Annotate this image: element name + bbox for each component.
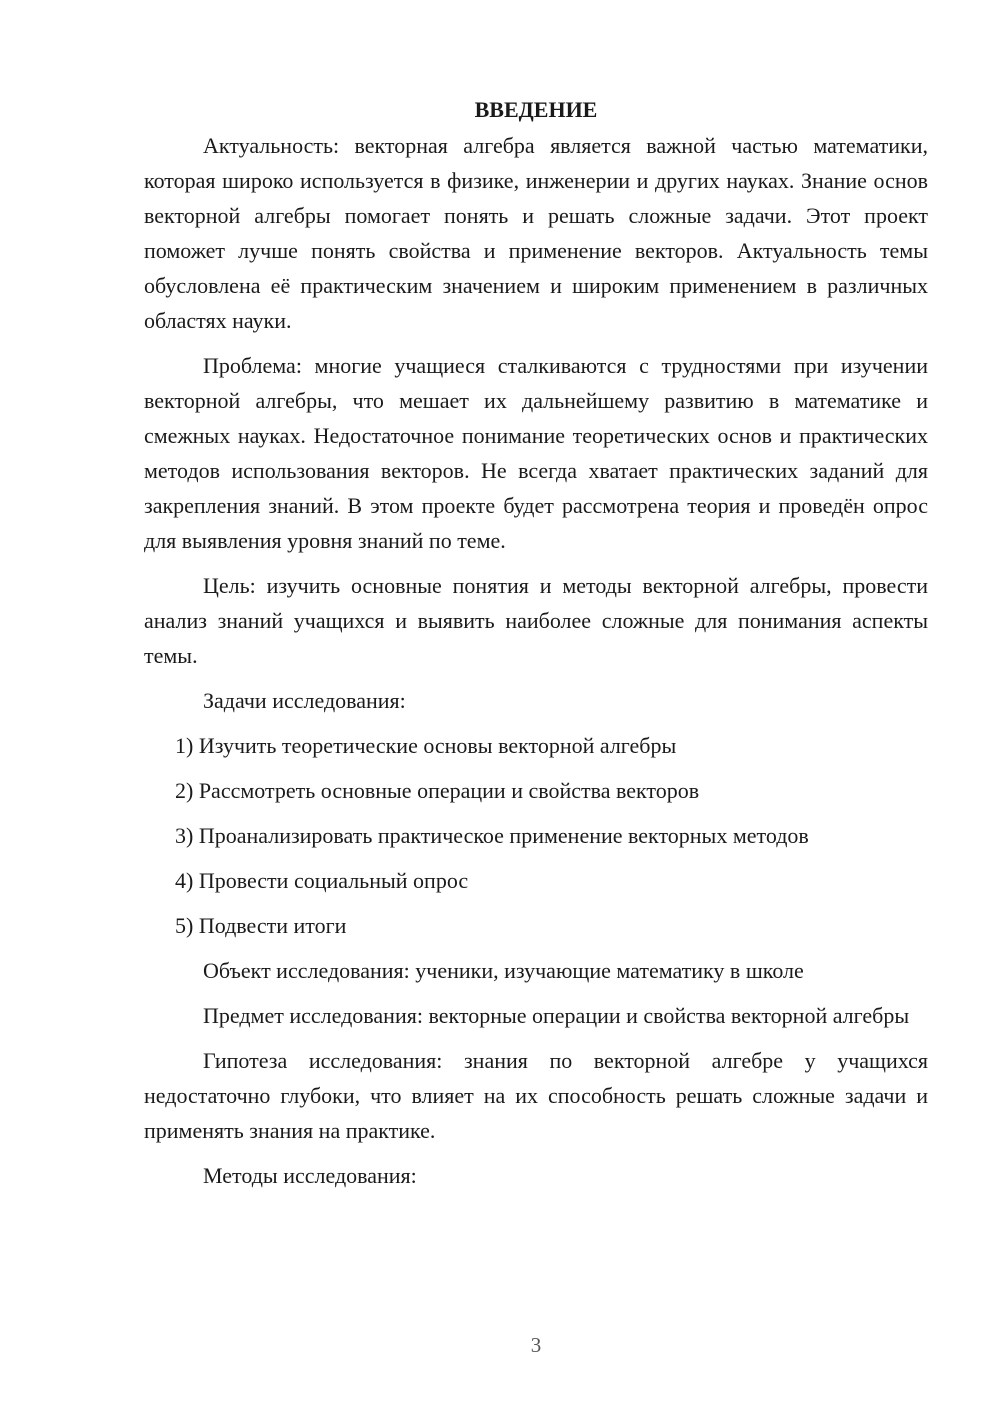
paragraph-goal: Цель: изучить основные понятия и методы векторной алгебры, провести анализ знаний учащихся и выявить наиболее сложные для понимания аспекты темы. (144, 573, 928, 668)
list-item: 2) Рассмотреть основные операции и свойства векторов (175, 778, 700, 803)
list-item: 4) Провести социальный опрос (175, 868, 469, 893)
methods-heading: Методы исследования: (203, 1163, 417, 1188)
paragraph-relevance: Актуальность: векторная алгебра является важной частью математики, которая широко используется в физике, инженерии и других науках. Знание основ векторной алгебры помогает понять и решать сложные задачи. Этот проект поможет лучше понять свойства и применение векторов. Актуальность темы обусловлена её практическим значением и широким применением в различных областях науки. (144, 133, 928, 333)
tasks-list (144, 728, 928, 943)
tasks-heading: Задачи исследования: (203, 688, 406, 713)
list-item: 3) Проанализировать практическое применение векторных методов (175, 823, 809, 848)
page-number: 3 (530, 1333, 542, 1357)
section-heading: ВВЕДЕНИЕ (474, 97, 598, 122)
paragraph-problem: Проблема: многие учащиеся сталкиваются с трудностями при изучении векторной алгебры, что мешает их дальнейшему развитию в математике и смежных науках. Недостаточное понимание теоретических основ и практических методов использования векторов. Не всегда хватает практических заданий для закрепления знаний. В этом проекте будет рассмотрена теория и проведён опрос для выявления уровня знаний по теме. (144, 353, 928, 553)
paragraph-object: Объект исследования: ученики, изучающие математику в школе (203, 958, 804, 983)
paragraph-hypothesis: Гипотеза исследования: знания по векторной алгебре у учащихся недостаточно глубоки, что влияет на их способность решать сложные задачи и применять знания на практике. (144, 1048, 928, 1143)
list-item: 5) Подвести итоги (175, 913, 347, 938)
list-item: 1) Изучить теоретические основы векторной алгебры (175, 733, 677, 758)
paragraph-subject: Предмет исследования: векторные операции и свойства векторной алгебры (203, 1003, 910, 1028)
document-page (144, 92, 928, 1203)
